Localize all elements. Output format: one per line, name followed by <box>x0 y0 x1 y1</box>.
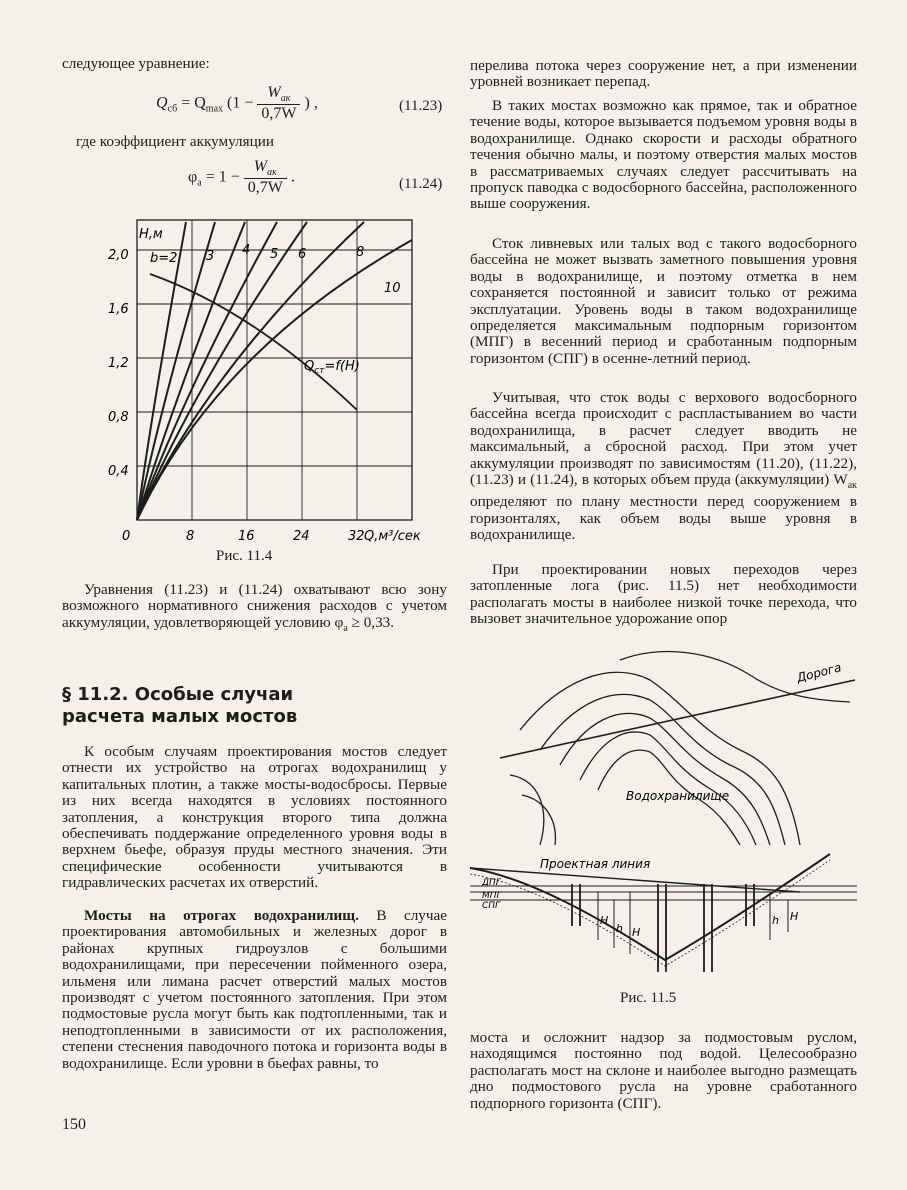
where-text: где коэффициент аккумуляции <box>76 133 274 150</box>
contour-left <box>510 775 544 845</box>
svg-text:1,6: 1,6 <box>108 302 129 317</box>
svg-text:0: 0 <box>122 529 131 544</box>
svg-text:8: 8 <box>186 529 195 544</box>
svg-text:0,4: 0,4 <box>108 464 129 479</box>
design-line-label: Проектная линия <box>540 857 651 871</box>
formula-11-24-fraction: $\frac{W_{ак}}{0,7W}$ <box>244 158 287 197</box>
svg-text:5: 5 <box>270 247 279 262</box>
svg-text:10: 10 <box>384 281 401 296</box>
road-label: Дорога <box>795 660 843 685</box>
design-line <box>470 868 800 892</box>
curves <box>137 222 412 520</box>
contour-left-2 <box>522 795 555 845</box>
svg-text:24: 24 <box>293 529 310 544</box>
level-labels <box>481 878 503 911</box>
svg-text:8: 8 <box>356 245 365 260</box>
svg-text:h: h <box>616 922 623 935</box>
svg-text:H: H <box>790 910 799 923</box>
paragraph-reservoir-bridges: Мосты на отрогах водохранилищ. В случае проектирования автомобильных и железных дорог в районах крупных гидроузлов с большими водохранилищами, при пересечении пойменного озера, ильменя или лимана расчет отверстий малых мостов производят с учетом постоянного затопления. При этом подмостовые русла могут быть как подтопленными, так и неподтопленными в зависимости от их расположения, степени стеснения паводочного потока и горизонта воды в водохранилище. Если уровни в бьефах равны, то <box>62 907 447 1072</box>
svg-text:2,0: 2,0 <box>108 248 129 263</box>
paragraph-overflow: перелива потока через сооружение нет, а при изменении уровней возникает перепад. <box>470 57 857 91</box>
paragraph-reverse-flow: В таких мостах возможно как прямое, так и обратное течение воды, которое вызывается подъемом уровня воды в водохранилище. Однако скорости и расходы обратного течения обычно малы, и поэтому отверстия малых мостов в рассматриваемых случаях следует рассчитывать на пропуск паводка с водосборного бассейна, расположенного выше сооружения. <box>470 97 857 213</box>
svg-text:6: 6 <box>298 247 307 262</box>
contour-1 <box>520 672 800 845</box>
paragraph-runoff: Сток ливневых или талых вод с такого водосборного бассейна не может вызвать заметного повышения уровня воды в водохранилище, и поэтому отметка в нем сохраняется постоянной и зависит только от режима эксплуатации. Уровень воды в таком водохранилище определяется максимальным подпорным горизонтом (МПГ) в весенний период и сработанным подпорным горизонтом (СПГ) в осенне-летний период. <box>470 235 857 367</box>
svg-text:h: h <box>772 914 779 927</box>
paragraph-new-crossings: При проектировании новых переходов через затопленные лога (рис. 11.5) нет необходимости располагать мосты в наиболее низкой точке перехода, что вызовет значительное удорожание опор <box>470 561 857 628</box>
flow-curve-label: $Q_{ст}=f(H)$ <box>304 359 360 376</box>
equation-number-11-23: (11.23) <box>399 98 443 114</box>
y-axis-label: H,м <box>139 227 163 242</box>
svg-text:3: 3 <box>206 249 215 264</box>
svg-text:32: 32 <box>348 529 365 544</box>
svg-text:0,8: 0,8 <box>108 410 129 425</box>
formula-11-23-fraction: $\frac{W_{ак}}{0,7W}$ <box>257 84 300 123</box>
paragraph-bridge-placement: моста и осложнит надзор за подмостовым руслом, находящимся постоянно под водой. Целесообразно располагать мост на склоне и наиболее выгодно размещать дно подмостового русла на уровне сработанного подпорного горизонта (СПГ). <box>470 1029 857 1112</box>
formula-11-23: $Q_{сб} = Q_{max}$ (1 − $\frac{W_{ак}}{0,7W}$ ) , <box>156 84 318 123</box>
x-axis-label: Q,м³/сек <box>364 529 421 544</box>
figure-11-5-section <box>470 848 857 983</box>
road-line <box>500 680 855 758</box>
svg-text:СПГ: СПГ <box>482 901 501 911</box>
svg-text:H: H <box>600 914 609 927</box>
section-heading: § 11.2. Особые случаи расчета малых мостов <box>62 684 298 727</box>
paragraph-special-cases: К особым случаям проектирования мостов следует отнести их устройство на отрогах водохранилищ у капитальных плотин, а также мосты-водосбросы. Первые из них всегда находятся в условиях постоянного затопления, а конструкция второго типа должна обеспечивать поддержание определенного уровня воды в верхнем бьефе, образуя пруды местного значения. Эти специфические особенности учитываются в гидравлических расчетах их отверстий. <box>62 743 447 892</box>
figure-11-4-caption: Рис. 11.4 <box>216 548 273 564</box>
formula-11-24: $\varphi_а = 1$ − $\frac{W_{ак}}{0,7W}$ . <box>188 158 295 197</box>
reservoir-label: Водохранилище <box>626 789 730 803</box>
svg-text:16: 16 <box>238 529 255 544</box>
svg-text:ДПГ: ДПГ <box>482 878 501 888</box>
svg-text:b=2: b=2 <box>150 251 178 266</box>
paragraph-accumulation: Учитывая, что сток воды с верхового водосборного бассейна всегда происходит с распластыванием во части водохранилища, в расчет следует вводить не максимальный, а сбросной расход. При этом учет аккумуляции производят по зависимостям (11.20), (11.22), (11.23) и (11.24), в которых объем пруда (аккумуляции) $W_{ак}$ определяют по плану местности перед сооружением в горизонталях, как объем воды выше уровня в водохранилище. <box>470 389 857 544</box>
figure-11-5-plan <box>500 640 860 855</box>
svg-text:4: 4 <box>242 243 251 258</box>
paragraph-equations-coverage: Уравнения (11.23) и (11.24) охватывают всю зону возможного нормативного снижения расходов с учетом аккумуляции, удовлетворяющей условию $\varphi_а \ge 0,33$. <box>62 581 447 634</box>
svg-text:H: H <box>632 926 641 939</box>
figure-11-4 <box>102 210 462 550</box>
contour-2 <box>540 694 785 845</box>
page-number: 150 <box>62 1116 86 1133</box>
intro-text: следующее уравнение: <box>62 55 210 72</box>
contour-3 <box>560 713 770 845</box>
figure-11-5-caption: Рис. 11.5 <box>620 990 677 1006</box>
equation-number-11-24: (11.24) <box>399 176 443 192</box>
svg-text:1,2: 1,2 <box>108 356 129 371</box>
svg-text:МПГ: МПГ <box>482 891 502 901</box>
y-tick-labels <box>108 248 129 479</box>
x-tick-labels <box>122 529 365 544</box>
